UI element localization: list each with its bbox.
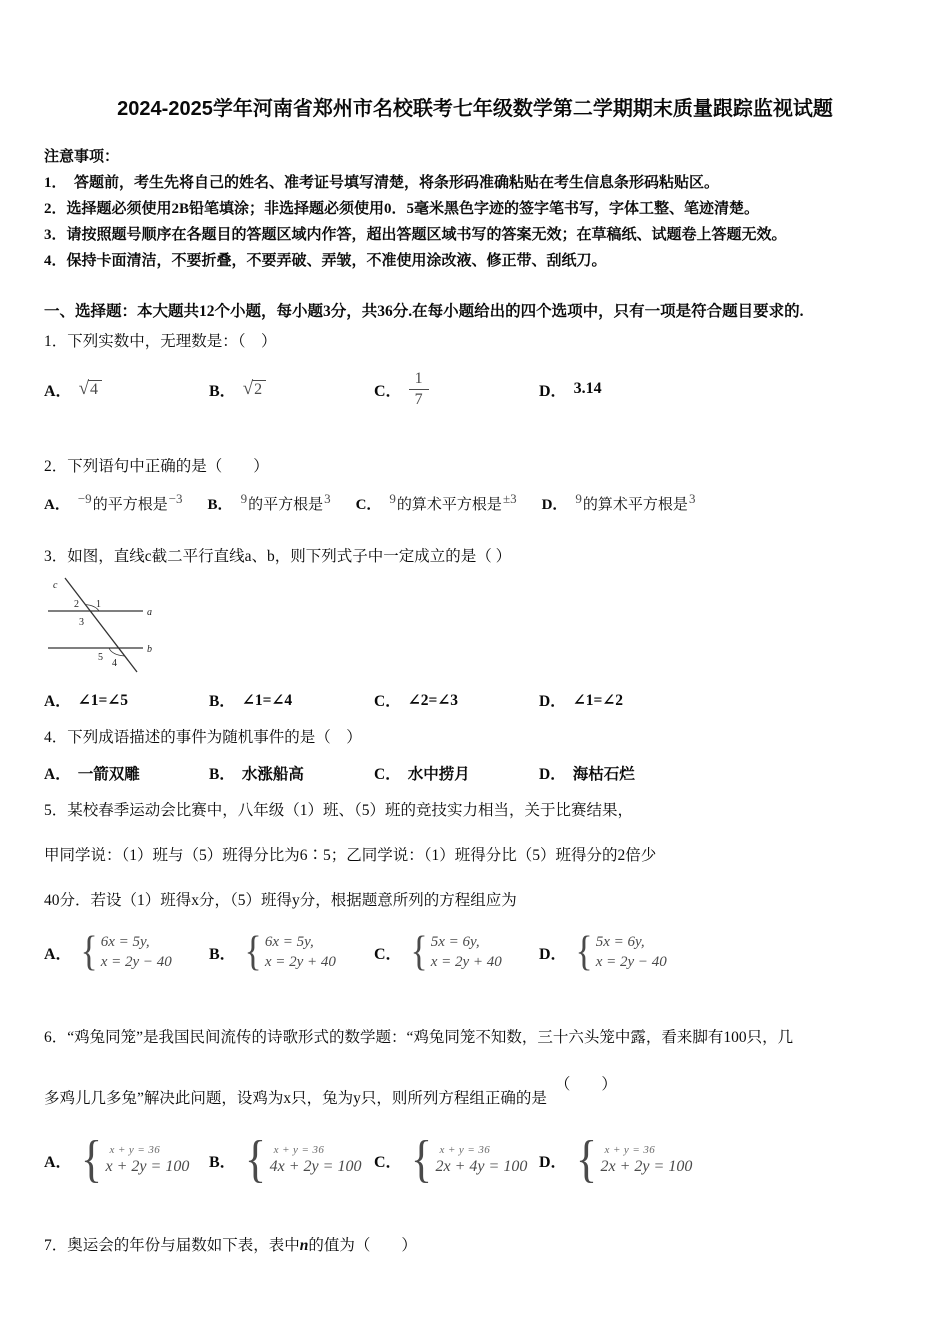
superscript-number: −3 xyxy=(168,491,183,506)
equation: x = 2y − 40 xyxy=(100,954,172,970)
q6-stem-line2 xyxy=(44,1076,906,1109)
superscript-number: 9 xyxy=(575,491,582,506)
notice-item: 3．请按照题号顺序在各题目的答题区域内作答，超出答题区域书写的答案无效；在草稿纸、试题卷上答题无效。 xyxy=(44,227,787,243)
fraction xyxy=(409,370,429,409)
option-label: B． xyxy=(209,693,235,710)
q1-option-d xyxy=(539,362,704,416)
option-label: A． xyxy=(44,693,71,710)
notice-heading: 注意事项： xyxy=(44,149,120,165)
option-text: ∠1=∠2 xyxy=(572,692,624,709)
q5-stem-line3: 40分．若设（1）班得x分，（5）班得y分，根据题意所列的方程组应为 xyxy=(44,892,517,909)
equation: 2x + 2y = 100 xyxy=(600,1157,693,1175)
document-title: 2024-2025学年河南省郑州市名校联考七年级数学第二学期期末质量跟踪监视试题 xyxy=(117,98,833,120)
option-text: 的算术平方根是 xyxy=(582,497,688,513)
label-angle-5: 5 xyxy=(98,652,103,663)
notice-section xyxy=(44,144,906,274)
option-label: D． xyxy=(539,1153,567,1171)
equation-system xyxy=(574,931,667,973)
brace-icon xyxy=(245,1134,266,1186)
q5-option-c xyxy=(374,931,539,973)
label-line-b: b xyxy=(147,644,152,655)
brace-icon xyxy=(80,1134,101,1186)
fraction-denominator: 7 xyxy=(414,390,423,408)
equation: x + y = 36 xyxy=(273,1143,325,1156)
equation: x + y = 36 xyxy=(109,1143,161,1156)
q6-option-b xyxy=(209,1134,374,1186)
equation: x = 2y + 40 xyxy=(264,954,336,970)
option-label: D． xyxy=(539,382,567,400)
option-label: A． xyxy=(44,1153,72,1171)
superscript-number: 9 xyxy=(389,491,396,506)
q5-option-d xyxy=(539,931,704,973)
q5-option-a xyxy=(44,931,209,973)
equation-system xyxy=(243,931,336,973)
q1-options xyxy=(44,362,906,416)
q1-option-a xyxy=(44,362,209,416)
equation: 6x = 5y, xyxy=(264,934,314,950)
equation-system xyxy=(243,1134,362,1186)
superscript-number: 9 xyxy=(240,491,248,506)
q3-stem: 3．如图，直线c截二平行直线a、b，则下列式子中一定成立的是（ ） xyxy=(44,548,512,565)
equation: 5x = 6y, xyxy=(595,934,645,950)
fraction-numerator: 1 xyxy=(409,370,429,390)
equation: 2x + 4y = 100 xyxy=(435,1157,528,1175)
equation-system xyxy=(409,931,502,973)
q4-option-a xyxy=(44,762,209,784)
option-text: 一箭双雕 xyxy=(77,766,140,783)
equation: x + 2y = 100 xyxy=(105,1157,190,1175)
option-label: C． xyxy=(374,693,401,710)
math-variable-n: n xyxy=(299,1237,309,1254)
equation-system xyxy=(79,931,172,973)
q2-stem: 2．下列语句中正确的是（ ） xyxy=(44,458,269,475)
q7-stem xyxy=(44,1235,906,1256)
q3-option-d xyxy=(539,689,704,711)
option-text: ∠1=∠5 xyxy=(77,692,129,709)
equation: 4x + 2y = 100 xyxy=(269,1157,362,1175)
equation: x = 2y + 40 xyxy=(430,954,502,970)
option-text: ∠1=∠4 xyxy=(241,692,293,709)
superscript-number: ±3 xyxy=(502,491,517,506)
stem-text: 7．奥运会的年份与届数如下表，表中 xyxy=(44,1237,300,1254)
q6-options xyxy=(44,1131,906,1189)
radicand: 2 xyxy=(252,380,266,399)
q4-option-b xyxy=(209,762,374,784)
option-label: A． xyxy=(44,945,72,963)
label-line-c: c xyxy=(53,580,58,591)
q4-stem: 4．下列成语描述的事件为随机事件的是（ ） xyxy=(44,729,362,746)
option-text: 水中捞月 xyxy=(407,766,470,783)
option-text: 的平方根是 xyxy=(248,497,324,513)
stem-text: 多鸡儿几多兔”解决此问题，设鸡为x只，兔为y只，则所列方程组正确的是 xyxy=(44,1090,547,1107)
sqrt-expression xyxy=(243,379,266,399)
q4-options xyxy=(44,762,906,784)
option-label: D． xyxy=(539,693,566,710)
label-angle-1: 1 xyxy=(96,599,101,610)
sqrt-expression xyxy=(79,379,102,399)
brace-icon xyxy=(80,931,97,973)
equation: x + y = 36 xyxy=(439,1143,491,1156)
q3-option-b xyxy=(209,689,374,711)
equation: x + y = 36 xyxy=(604,1143,656,1156)
q5-option-b xyxy=(209,931,374,973)
q6-option-a xyxy=(44,1134,209,1186)
option-label: A． xyxy=(44,497,70,513)
q2-option-a xyxy=(44,491,184,514)
option-label: A． xyxy=(44,382,72,400)
q6-option-c xyxy=(374,1134,539,1186)
q4-option-d xyxy=(539,762,704,784)
notice-item: 4．保持卡面清洁，不要折叠，不要弄破、弄皱，不准使用涂改液、修正带、刮纸刀。 xyxy=(44,253,607,269)
q1-stem: 1．下列实数中，无理数是：（ ） xyxy=(44,333,277,350)
superscript-number: 3 xyxy=(688,491,696,506)
q6-stem-line1: 6．“鸡兔同笼”是我国民间流传的诗歌形式的数学题：“鸡兔同笼不知数，三十六头笼中露，看来脚有100只，几 xyxy=(44,1029,794,1046)
q1-option-b xyxy=(209,362,374,416)
option-text: 的平方根是 xyxy=(92,497,168,513)
q1-option-c xyxy=(374,362,539,416)
option-text: 3.14 xyxy=(573,380,602,397)
option-text: 的算术平方根是 xyxy=(396,497,502,513)
label-angle-4: 4 xyxy=(112,658,117,669)
radicand: 4 xyxy=(88,380,102,399)
option-label: D． xyxy=(539,945,567,963)
option-label: B． xyxy=(207,497,233,513)
option-label: C． xyxy=(374,945,402,963)
superscript-number: −9 xyxy=(77,491,92,506)
q3-parallel-lines-figure xyxy=(46,575,164,675)
q5-stem-line2: 甲同学说：（1）班与（5）班得分比为6∶5；乙同学说：（1）班得分比（5）班得分的2倍少 xyxy=(44,847,657,864)
section-heading: 一、选择题：本大题共12个小题，每小题3分，共36分.在每小题给出的四个选项中，只有一项是符合题目要求的. xyxy=(44,303,804,320)
answer-paren: （ ） xyxy=(554,1076,617,1093)
brace-icon xyxy=(410,1134,431,1186)
option-text: 水涨船高 xyxy=(241,766,304,783)
brace-icon xyxy=(410,931,427,973)
option-label: A． xyxy=(44,766,71,783)
label-angle-3: 3 xyxy=(79,617,84,628)
q2-option-c xyxy=(356,491,518,514)
q4-option-c xyxy=(374,762,539,784)
option-label: B． xyxy=(209,1153,236,1171)
q3-option-c xyxy=(374,689,539,711)
equation-system xyxy=(574,1134,693,1186)
notice-item: 1． 答题前，考生先将自己的姓名、准考证号填写清楚，将条形码准确粘贴在考生信息条形码粘贴区。 xyxy=(44,175,720,191)
q2-option-b xyxy=(208,491,332,514)
option-label: C． xyxy=(374,766,401,783)
brace-icon xyxy=(575,931,592,973)
equation: 6x = 5y, xyxy=(100,934,150,950)
option-text: 海枯石烂 xyxy=(572,766,635,783)
q3-option-a xyxy=(44,689,209,711)
option-label: B． xyxy=(209,382,236,400)
option-label: C． xyxy=(374,1153,402,1171)
q2-options xyxy=(44,491,906,514)
equation-system xyxy=(79,1134,190,1186)
option-label: B． xyxy=(209,766,235,783)
option-label: B． xyxy=(209,945,236,963)
equation: x = 2y − 40 xyxy=(595,954,667,970)
q5-options xyxy=(44,927,906,977)
option-text: ∠2=∠3 xyxy=(407,692,459,709)
q5-stem-line1: 5．某校春季运动会比赛中，八年级（1）班、（5）班的竞技实力相当，关于比赛结果， xyxy=(44,802,634,819)
label-angle-2: 2 xyxy=(74,599,79,610)
notice-item: 2．选择题必须使用2B铅笔填涂；非选择题必须使用0．5毫米黑色字迹的签字笔书写，字体工整、笔迹清楚。 xyxy=(44,201,760,217)
equation: 5x = 6y, xyxy=(430,934,480,950)
q6-option-d xyxy=(539,1134,704,1186)
label-line-a: a xyxy=(147,607,152,618)
option-label: C． xyxy=(355,497,382,513)
brace-icon xyxy=(575,1134,596,1186)
brace-icon xyxy=(244,931,261,973)
superscript-number: 3 xyxy=(324,491,331,506)
option-label: D． xyxy=(539,766,566,783)
q3-options xyxy=(44,689,906,711)
option-label: C． xyxy=(374,382,402,400)
q2-option-d xyxy=(542,491,697,514)
option-label: D． xyxy=(541,497,568,513)
equation-system xyxy=(409,1134,528,1186)
stem-text: 的值为（ ） xyxy=(308,1237,417,1254)
